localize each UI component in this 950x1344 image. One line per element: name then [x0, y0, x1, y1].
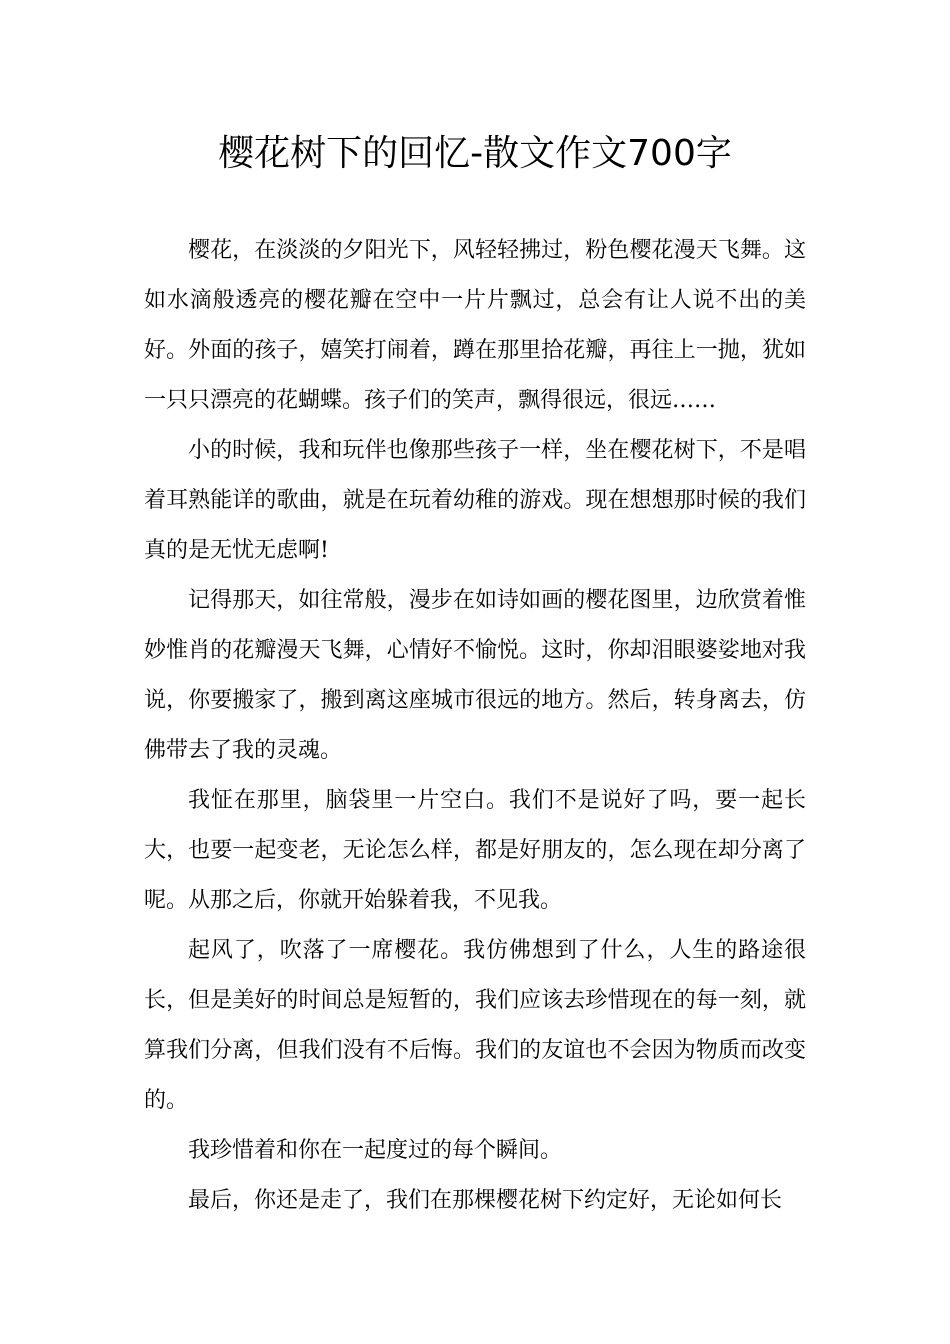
- paragraph: 我怔在那里，脑袋里一片空白。我们不是说好了吗，要一起长大，也要一起变老，无论怎么样，都是好朋友的，怎么现在却分离了呢。从那之后，你就开始躲着我，不见我。: [144, 788, 806, 913]
- paragraph: 起风了，吹落了一席樱花。我仿佛想到了什么，人生的路途很长，但是美好的时间总是短暂的，我们应该去珍惜现在的每一刻，就算我们分离，但我们没有不后悔。我们的友谊也不会因为物质而改变的。: [144, 938, 806, 1113]
- essay-body: [144, 226, 806, 1226]
- paragraph: 记得那天，如往常般，漫步在如诗如画的樱花图里，边欣赏着惟妙惟肖的花瓣漫天飞舞，心情好不愉悦。这时，你却泪眼婆娑地对我说，你要搬家了，搬到离这座城市很远的地方。然后，转身离去，仿佛带去了我的灵魂。: [144, 588, 806, 763]
- page-title: 樱花树下的回忆-散文作文700字: [218, 133, 732, 174]
- paragraph: 我珍惜着和你在一起度过的每个瞬间。: [188, 1138, 563, 1163]
- paragraph: 最后，你还是走了，我们在那棵樱花树下约定好，无论如何长: [188, 1188, 783, 1213]
- paragraph: 小的时候，我和玩伴也像那些孩子一样，坐在樱花树下，不是唱着耳熟能详的歌曲，就是在玩着幼稚的游戏。现在想想那时候的我们真的是无忧无虑啊!: [144, 438, 806, 563]
- paragraph: 樱花，在淡淡的夕阳光下，风轻轻拂过，粉色樱花漫天飞舞。这如水滴般透亮的樱花瓣在空中一片片飘过，总会有让人说不出的美好。外面的孩子，嬉笑打闹着，蹲在那里拾花瓣，再往上一抛，犹如一只只漂亮的花蝴蝶。孩子们的笑声，飘得很远，很远……: [144, 238, 806, 413]
